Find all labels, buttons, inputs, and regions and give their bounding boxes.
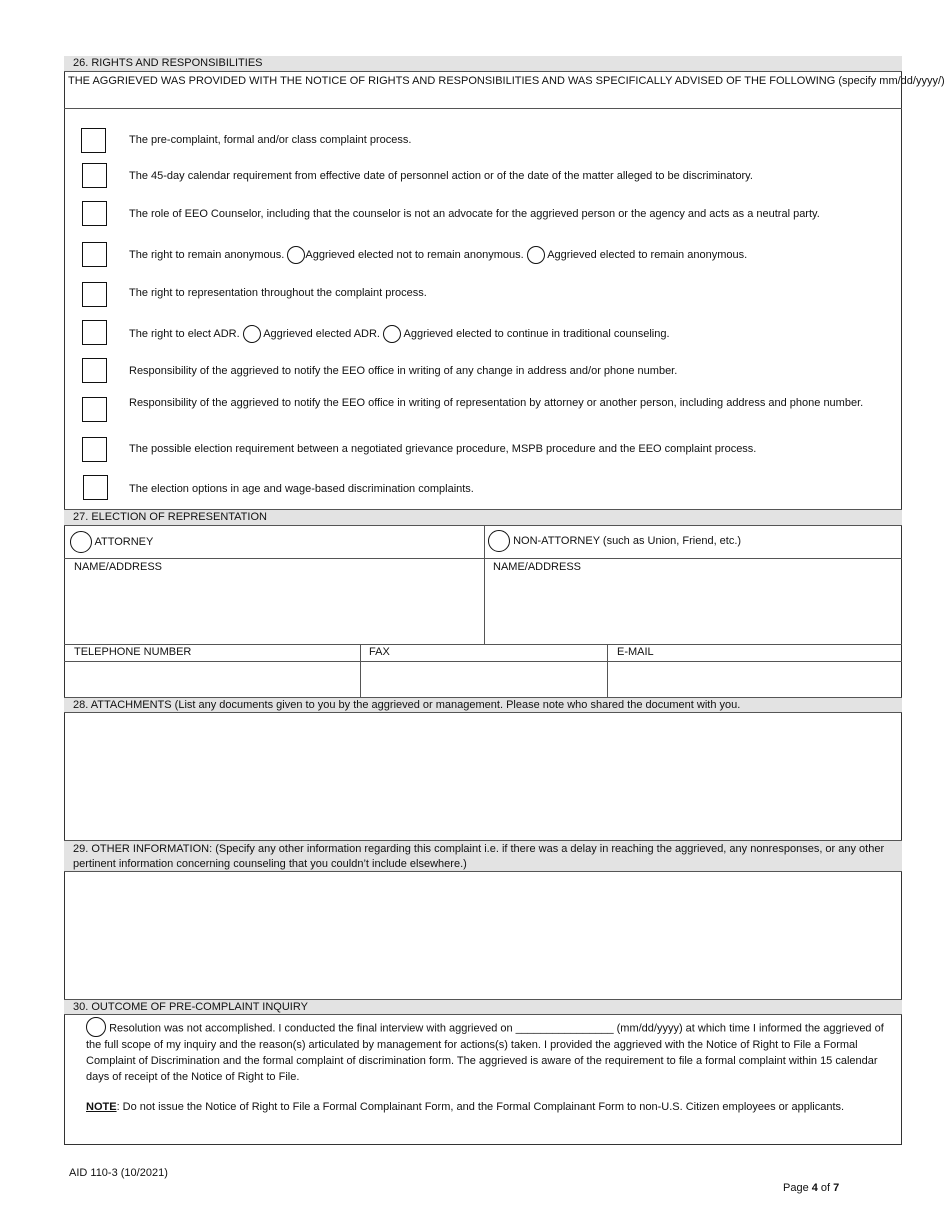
item-2-text: The 45-day calendar requirement from effective date of personnel action or of the date of the matter alleged to be discriminatory. bbox=[129, 170, 753, 182]
attorney-radio[interactable] bbox=[70, 531, 92, 553]
section-28-title: 28. ATTACHMENTS (List any documents given to you by the aggrieved or management. Please note who shared the document with you. bbox=[73, 699, 741, 711]
item-8-text: Responsibility of the aggrieved to notify the EEO office in writing of representation by attorney or another person, including address and phone number. bbox=[129, 397, 864, 409]
section-30-title: 30. OUTCOME OF PRE-COMPLAINT INQUIRY bbox=[73, 1001, 308, 1013]
non-attorney-name-address-field[interactable] bbox=[486, 576, 901, 643]
item-10-checkbox[interactable] bbox=[83, 475, 108, 500]
fax-field[interactable] bbox=[361, 662, 606, 696]
section-26-header bbox=[64, 56, 902, 72]
section-30-header bbox=[64, 999, 902, 1015]
form-id: AID 110-3 (10/2021) bbox=[69, 1167, 168, 1179]
attorney-name-address-field[interactable] bbox=[65, 576, 483, 643]
non-attorney-radio[interactable] bbox=[488, 530, 510, 552]
item-9-checkbox[interactable] bbox=[82, 437, 107, 462]
item-1-text: The pre-complaint, formal and/or class complaint process. bbox=[129, 134, 412, 146]
attorney-label: ATTORNEY bbox=[94, 535, 154, 548]
name-address-label-left: NAME/ADDRESS bbox=[74, 561, 163, 573]
item-5-text: The right to representation throughout the complaint process. bbox=[129, 287, 427, 299]
note-line bbox=[86, 1101, 896, 1113]
section-26-title: 26. RIGHTS AND RESPONSIBILITIES bbox=[73, 57, 263, 69]
resolution-text: Resolution was not accomplished. I conducted the final interview with aggrieved on ________________ (mm/dd/yyyy) at which time I informed the aggrieved of the full scope of my inquiry and the reason(s) articulated by management for actions(s) taken. I provided the aggrieved with the Notice of Right to File a Formal Complaint of Discrimination and the formal complaint of discrimination form. The aggrieved is aware of the requirement to file a formal complaint within 15 calendar days of receipt of the Notice of Right to File. bbox=[86, 1022, 884, 1083]
page-number: Page 4 of 7 bbox=[783, 1182, 840, 1194]
outcome-paragraph bbox=[86, 1020, 886, 1085]
traditional-counseling-label: Aggrieved elected to continue in traditional counseling. bbox=[403, 327, 670, 340]
traditional-counseling-radio[interactable] bbox=[383, 325, 401, 343]
name-address-label-right: NAME/ADDRESS bbox=[493, 561, 582, 573]
non-attorney-option bbox=[488, 530, 741, 552]
email-label: E-MAIL bbox=[617, 646, 654, 658]
item-10-text: The election options in age and wage-based discrimination complaints. bbox=[129, 483, 474, 495]
section-29-header bbox=[64, 840, 902, 872]
anonymous-radio[interactable] bbox=[527, 246, 545, 264]
elected-adr-radio[interactable] bbox=[243, 325, 261, 343]
resolution-radio[interactable] bbox=[86, 1017, 106, 1037]
anonymous-label: Aggrieved elected to remain anonymous. bbox=[547, 248, 748, 261]
section-28-header bbox=[64, 697, 902, 713]
non-attorney-label: NON-ATTORNEY (such as Union, Friend, etc.) bbox=[513, 534, 742, 547]
section-29-title: 29. OTHER INFORMATION: (Specify any other information regarding this complaint i.e. if there was a delay in reaching the aggrieved, any nonresponses, or any other pertinent information concerning counseling that you couldn’t include elsewhere.) bbox=[73, 843, 885, 870]
telephone-label: TELEPHONE NUMBER bbox=[74, 646, 192, 658]
item-7-text: Responsibility of the aggrieved to notify the EEO office in writing of any change in address and/or phone number. bbox=[129, 365, 678, 377]
telephone-field[interactable] bbox=[65, 662, 359, 696]
item-4-row bbox=[129, 246, 869, 264]
other-information-field[interactable] bbox=[65, 873, 901, 999]
item-6-row bbox=[129, 325, 869, 343]
item-5-checkbox[interactable] bbox=[82, 282, 107, 307]
not-anonymous-radio[interactable] bbox=[287, 246, 305, 264]
item-1-checkbox[interactable] bbox=[81, 128, 106, 153]
not-anonymous-label: Aggrieved elected not to remain anonymous. bbox=[305, 248, 524, 261]
section-26-intro: THE AGGRIEVED WAS PROVIDED WITH THE NOTICE OF RIGHTS AND RESPONSIBILITIES AND WAS SPECIFICALLY ADVISED OF THE FOLLOWING (specify mm/dd/yyyy/) bbox=[68, 75, 945, 87]
item-2-checkbox[interactable] bbox=[82, 163, 107, 188]
note-text: : Do not issue the Notice of Right to File a Formal Complainant Form, and the Formal Complainant Form to non-U.S. Citizen employees or applicants. bbox=[116, 1101, 845, 1113]
item-6-checkbox[interactable] bbox=[82, 320, 107, 345]
attorney-option bbox=[70, 531, 153, 553]
elected-adr-label: Aggrieved elected ADR. bbox=[263, 327, 380, 340]
item-9-text: The possible election requirement between a negotiated grievance procedure, MSPB procedure and the EEO complaint process. bbox=[129, 443, 757, 455]
item-8-checkbox[interactable] bbox=[82, 397, 107, 422]
section-27-header bbox=[64, 509, 902, 526]
item-6-text: The right to elect ADR. bbox=[129, 327, 240, 340]
item-3-checkbox[interactable] bbox=[82, 201, 107, 226]
attachments-field[interactable] bbox=[65, 714, 901, 839]
note-label: NOTE bbox=[86, 1101, 117, 1113]
item-4-text: The right to remain anonymous. bbox=[129, 248, 285, 261]
section-27-title: 27. ELECTION OF REPRESENTATION bbox=[73, 511, 267, 523]
item-3-text: The role of EEO Counselor, including that the counselor is not an advocate for the aggrieved person or the agency and acts as a neutral party. bbox=[129, 208, 820, 220]
item-4-checkbox[interactable] bbox=[82, 242, 107, 267]
email-field[interactable] bbox=[608, 662, 901, 696]
item-7-checkbox[interactable] bbox=[82, 358, 107, 383]
fax-label: FAX bbox=[369, 646, 390, 658]
